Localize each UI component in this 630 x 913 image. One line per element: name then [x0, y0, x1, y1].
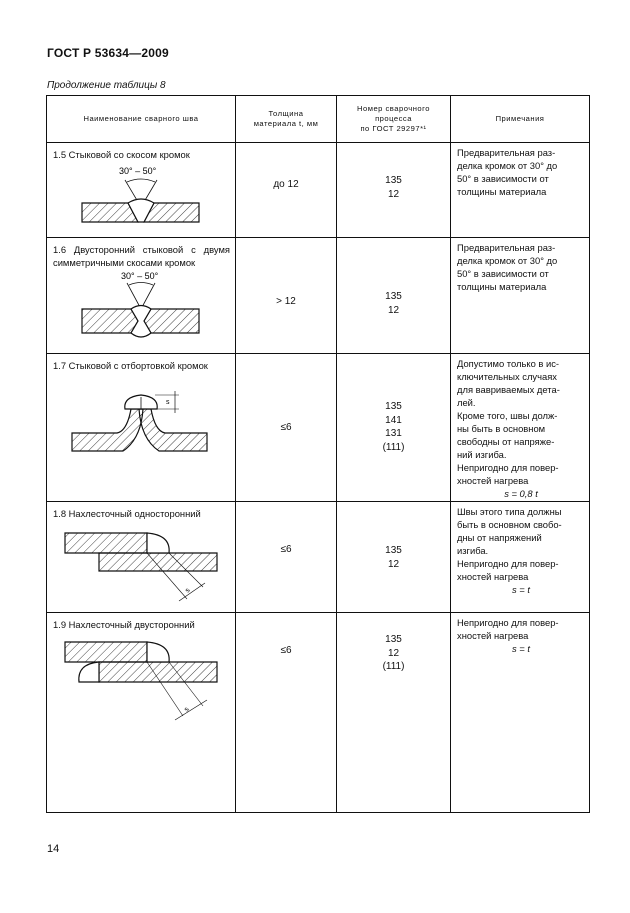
thickness-cell: [236, 354, 337, 502]
thickness-cell: [236, 613, 337, 813]
process-number: 135: [385, 634, 402, 645]
column-header-name: Наименование сварного шва: [47, 96, 236, 143]
process-number: 135: [385, 175, 402, 186]
thickness-cell: [236, 238, 337, 354]
column-header-process: Номер сварочного процесса по ГОСТ 29297*¹: [337, 96, 451, 143]
dimension-label: s: [183, 705, 191, 713]
process-number: 141: [385, 414, 402, 426]
formula: s = 0,8 t: [504, 487, 538, 499]
notes-cell: Непригодно для повер- хностей нагрева s = t: [451, 613, 590, 813]
double-lap-weld-drawing: [47, 632, 233, 732]
table-header-row: [47, 96, 590, 143]
formula: s = t: [512, 642, 530, 654]
column-header-notes: Примечания: [451, 96, 590, 143]
table-row: [47, 502, 590, 613]
process-number: 135: [385, 401, 402, 412]
thickness-value: > 12: [276, 296, 296, 307]
notes-cell: Швы этого типа должны быть в основном свобо- дны от напряжений изгиба. Непригодно для повер- хностей нагрева s = t: [451, 502, 590, 613]
process-cell: [337, 354, 451, 502]
table-row: [47, 143, 590, 238]
thickness-value: ≤6: [280, 645, 292, 656]
table-continuation-caption: Продолжение таблицы 8: [47, 80, 166, 91]
process-number: (111): [382, 661, 405, 672]
table-row: [47, 613, 590, 813]
page-number: 14: [47, 843, 60, 855]
weld-name-cell: [47, 613, 236, 813]
weld-name-cell: [47, 143, 236, 238]
angle-label: 30° – 50°: [121, 271, 159, 282]
process-number: (111): [382, 441, 405, 453]
process-number: 131: [385, 428, 402, 439]
dimension-label: s: [184, 586, 192, 594]
standard-designation: ГОСТ Р 53634—2009: [47, 46, 169, 60]
formula: s = t: [512, 583, 530, 595]
weld-name: 1.8 Нахлесточный односторонний: [53, 508, 201, 519]
notes-cell: Предварительная раз- делка кромок от 30° до 50° в зависимости от толщины материала: [451, 143, 590, 238]
process-cell: [337, 502, 451, 613]
weld-types-table: [46, 95, 590, 813]
single-v-butt-weld-drawing: [47, 162, 233, 228]
process-number: 12: [387, 188, 400, 200]
thickness-value: ≤6: [280, 422, 292, 433]
weld-name-cell: [47, 502, 236, 613]
double-v-butt-weld-drawing: [47, 269, 233, 345]
process-number: 135: [385, 291, 402, 302]
process-number: 135: [385, 545, 402, 556]
notes-cell: Предварительная раз- делка кромок от 30° до 50° в зависимости от толщины материала: [451, 238, 590, 354]
weld-name: 1.5 Стыковой со скосом кромок: [53, 149, 190, 160]
thickness-cell: [236, 143, 337, 238]
flanged-butt-weld-drawing: [47, 373, 233, 463]
process-cell: [337, 238, 451, 354]
weld-name: 1.6 Двусторонний стыковой с двумя симметричными скосами кромок: [53, 244, 230, 268]
process-number: 12: [387, 304, 400, 316]
weld-name: 1.9 Нахлесточный двусторонний: [53, 619, 195, 630]
table-row: [47, 354, 590, 502]
dimension-label: s: [166, 398, 170, 406]
thickness-value: до 12: [273, 179, 299, 190]
angle-label: 30° – 50°: [119, 165, 157, 176]
table-row: [47, 238, 590, 354]
notes-cell: Допустимо только в ис- ключительных случаях для вавриваемых дета- лей. Кроме того, швы долж- ны быть в основном свободны от напряже- ний изгиба. Непригодно для повер- хностей нагрева s = 0,8 t: [451, 354, 590, 502]
single-lap-weld-drawing: [47, 521, 233, 609]
thickness-value: ≤6: [280, 544, 292, 555]
process-cell: [337, 143, 451, 238]
thickness-cell: [236, 502, 337, 613]
process-number: 12: [387, 558, 400, 570]
weld-name-cell: [47, 238, 236, 354]
process-cell: [337, 613, 451, 813]
column-header-thickness: Толщина материала t, мм: [236, 96, 337, 143]
weld-name: 1.7 Стыковой с отбортовкой кромок: [53, 360, 208, 371]
process-number: 12: [387, 647, 400, 659]
weld-name-cell: [47, 354, 236, 502]
